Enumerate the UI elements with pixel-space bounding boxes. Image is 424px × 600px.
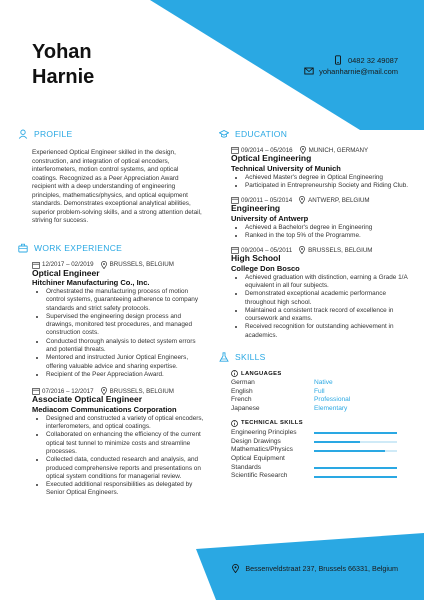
phone-contact (333, 55, 398, 65)
job-entry (32, 387, 204, 497)
last-name: Harnie (32, 66, 95, 88)
job-bullet: • Orchestrated the manufacturing process of motion control systems, guaranteeing adherence to company standards and strict safety protocols. (46, 288, 204, 313)
education-heading: EDUCATION (219, 129, 409, 139)
education-bullets (231, 174, 409, 191)
graduation-cap-icon (219, 129, 229, 139)
phone-number[interactable]: 0482 32 49087 (347, 55, 398, 65)
education-degree: Optical Engineering (231, 153, 312, 163)
email-address[interactable]: yohanharnie@mail.com (319, 66, 398, 76)
education-bullet: • Participated in Entrepreneurship Society and Riding Club. (245, 182, 409, 190)
info-circle-icon (231, 420, 238, 427)
address-text: Bessenveldstraat 237, Brussels 66331, Belgium (245, 564, 398, 573)
skill-name: Engineering Principles (231, 428, 297, 436)
job-bullet: • Designed and constructed a variety of optical encoders, interferometers, and optical coatings. (46, 415, 204, 432)
skill-level-bar (314, 476, 397, 478)
job-bullet: • Mentored and instructed Junior Optical Engineers, offering valuable advice and sharing expertise. (46, 354, 204, 371)
education-school: Technical University of Munich (231, 163, 341, 173)
skill-name: Optical Equipment Standards (231, 454, 285, 471)
profile-summary: Experienced Optical Engineer skilled in the design, construction, and integration of optical encoders, interferometers, motion control systems, and optical coatings. Recognized as a Peer Appreciation Award recipient with a deep understanding of engineering principles, mathematics/physics, and optical equipment standards. Demonstrates exceptional analytical abilities, superior problem-solving skills, and a strong attention detail, striving for success. (32, 149, 202, 224)
job-company: Mediacom Communications Corporation (32, 404, 177, 414)
location-pin-icon (298, 246, 306, 254)
candidate-name (32, 40, 94, 90)
technical-skills-block (231, 420, 409, 481)
skill-row (231, 472, 409, 481)
location-pin-icon (298, 196, 306, 204)
skill-level-bar (314, 432, 397, 434)
briefcase-icon (18, 243, 28, 253)
skill-level-fill (314, 450, 385, 452)
job-bullet: • Conducted thorough analysis to detect system errors and potential threats. (46, 338, 204, 355)
footer-address (231, 564, 398, 573)
language-level: Professional (314, 396, 351, 404)
first-name: Yohan (32, 41, 92, 63)
skill-level-bar (314, 467, 397, 469)
education-bullet: • Received recognition for outstanding achievement in academics. (245, 323, 409, 340)
job-bullet: • Recipient of the Peer Appreciation Award. (46, 371, 204, 379)
education-location: ANTWERP, BELGIUM (308, 196, 370, 204)
education-bullet: • Achieved a Bachelor's degree in Engineering (245, 224, 409, 232)
skill-level-fill (314, 476, 397, 478)
job-bullet: • Executed additional responsibilities as delegated by Senior Optical Engineers. (46, 481, 204, 498)
skill-name: Mathematics/Physics (231, 446, 293, 454)
skill-level-bar (314, 441, 397, 443)
person-icon (18, 129, 28, 139)
work-heading: WORK EXPERIENCE (18, 243, 204, 253)
education-bullet: • Achieved graduation with distinction, earning a Grade 1/A equivalent in all four subjects. (245, 274, 409, 291)
skill-level-fill (314, 432, 397, 434)
education-school: College Don Bosco (231, 263, 300, 273)
education-school: University of Antwerp (231, 213, 309, 223)
education-dates: 09/2011 – 05/2014 (241, 196, 293, 204)
skill-row (231, 455, 409, 472)
skill-row (231, 429, 409, 438)
education-location: MUNICH, GERMANY (308, 146, 369, 154)
envelope-icon (304, 66, 314, 76)
right-column (219, 129, 409, 481)
education-entry (231, 246, 409, 340)
job-bullets (32, 288, 204, 379)
education-dates: 09/2004 – 05/2011 (241, 246, 293, 254)
job-dates: 07/2016 – 12/2017 (42, 387, 94, 395)
languages-heading: LANGUAGES (231, 370, 409, 377)
job-dates: 12/2017 – 02/2019 (42, 261, 94, 268)
language-row (231, 388, 409, 397)
language-level: Elementary (314, 405, 348, 413)
header-banner-shape (150, 0, 424, 130)
skills-heading: SKILLS (219, 352, 409, 362)
profile-heading: PROFILE (18, 129, 204, 139)
languages-block (231, 370, 409, 414)
education-degree: High School (231, 253, 281, 264)
education-bullet: • Maintained a consistent track record of excellence in coursework and exams. (245, 307, 409, 324)
job-entry (32, 261, 204, 380)
education-bullets (231, 274, 409, 340)
language-level: Native (314, 379, 333, 387)
education-bullet: • Achieved Master's degree in Optical Engineering (245, 174, 409, 182)
education-bullet: • Ranked in the top 5% of the Programme. (245, 232, 409, 240)
job-bullets (32, 415, 204, 498)
skill-row (231, 438, 409, 447)
skill-level-fill (314, 441, 360, 443)
education-degree: Engineering (231, 203, 281, 214)
flask-icon (219, 352, 229, 362)
job-title: Optical Engineer (32, 267, 100, 278)
language-name: German (231, 379, 255, 387)
info-circle-icon (231, 370, 238, 377)
language-level: Full (314, 387, 325, 395)
location-pin-icon (100, 261, 108, 269)
skill-row (231, 446, 409, 455)
education-location: BRUSSELS, BELGIUM (308, 246, 373, 254)
job-company: Hitchiner Manufacturing Co., Inc. (32, 278, 150, 287)
language-row (231, 405, 409, 414)
left-column (18, 129, 204, 498)
education-bullets (231, 224, 409, 241)
language-row (231, 379, 409, 388)
email-contact (304, 66, 398, 76)
job-bullet: • Collaborated on enhancing the efficiency of the current optical test tunnel to minimize costs and streamline processes. (46, 431, 204, 456)
skill-name: Design Drawings (231, 437, 281, 445)
job-title: Associate Optical Engineer (32, 394, 143, 405)
job-location: BRUSSELS, BELGIUM (109, 261, 174, 268)
job-bullet: • Supervised the engineering design process and drawings, monitored test procedures, and managed construction costs. (46, 313, 204, 338)
job-location: BRUSSELS, BELGIUM (109, 387, 174, 395)
language-name: English (231, 387, 253, 395)
language-name: French (231, 396, 252, 404)
education-dates: 09/2014 – 05/2016 (241, 146, 293, 154)
phone-icon (333, 55, 343, 65)
skill-level-bar (314, 450, 397, 452)
education-entry (231, 196, 409, 240)
location-pin-icon (231, 564, 240, 573)
technical-skills-heading: TECHNICAL SKILLS (231, 420, 409, 427)
skill-name: Scientific Research (231, 472, 288, 480)
education-bullet: • Demonstrated exceptional academic performance throughout high school. (245, 290, 409, 307)
language-row (231, 396, 409, 405)
language-name: Japanese (231, 405, 260, 413)
skill-level-fill (314, 467, 397, 469)
job-bullet: • Collected data, conducted research and analysis, and produced comprehensive reports and presentations on optical system conditions for managerial review. (46, 456, 204, 481)
education-entry (231, 146, 409, 190)
